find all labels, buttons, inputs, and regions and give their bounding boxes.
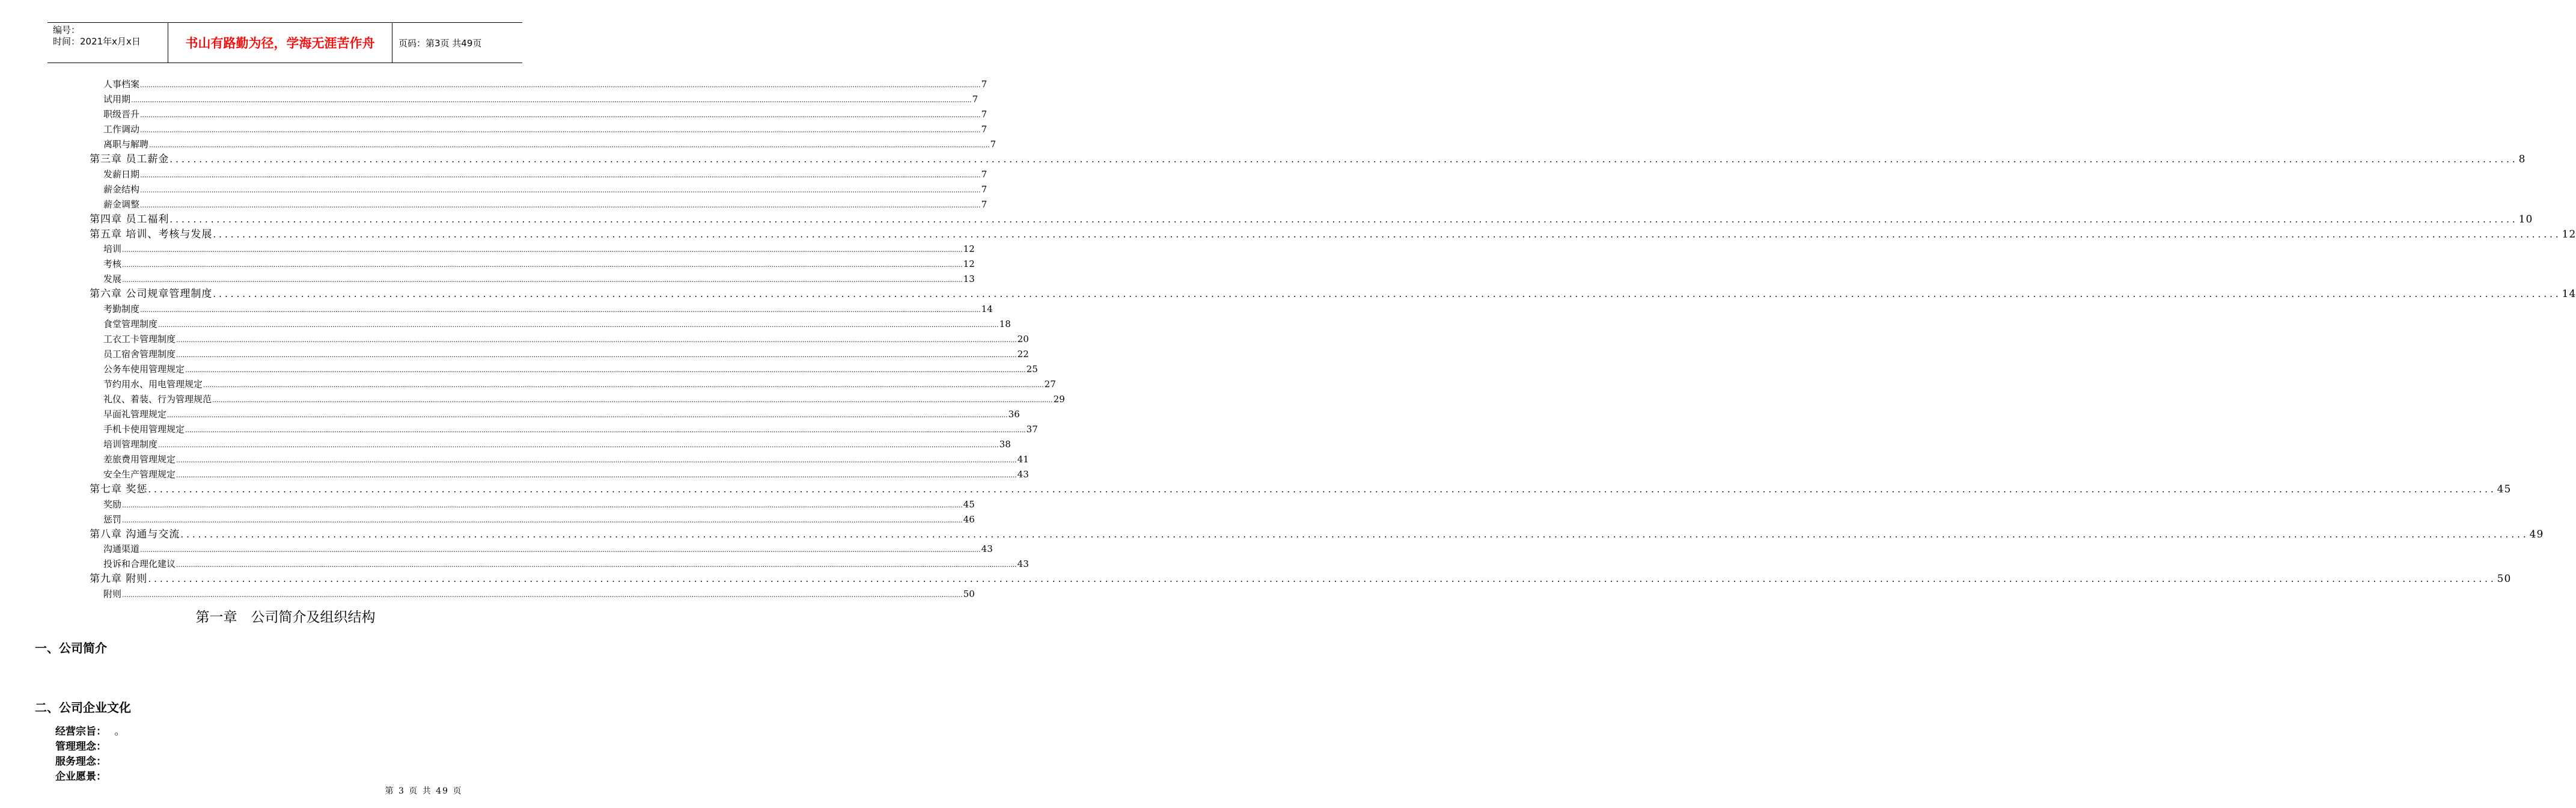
toc-dot-leader: ................................................................................................................................................................................................................................................................................................................................................................................................................ <box>203 381 1044 389</box>
toc-dot-leader: ................................................................................................................................................................................................................................................................................................................................................................................................................ <box>122 516 963 524</box>
toc-chapter-entry[interactable] <box>90 227 2576 242</box>
toc-entry-title: 食堂管理制度 <box>103 319 158 330</box>
toc-entry-page: 7 <box>990 138 997 150</box>
toc-entry-title: 第九章 附则 <box>90 573 148 586</box>
toc-entry-title: 礼仪、着装、行为管理规范 <box>103 393 212 405</box>
toc-entry-page: 12 <box>963 243 975 255</box>
toc-dot-leader: ................................................................................................................................................................................................................................................................................................................................................................................................................ <box>176 351 1017 360</box>
toc-entry[interactable] <box>103 362 1038 377</box>
toc-entry-page: 14 <box>981 304 993 315</box>
toc-entry[interactable] <box>103 422 1038 437</box>
toc-dot-leader: ................................................................................................................................................................................................................................................................................................................................................................................................................ <box>180 528 2529 540</box>
toc-entry-title: 工衣工卡管理制度 <box>103 334 176 345</box>
toc-entry[interactable] <box>103 587 975 602</box>
section-title-company-profile: 一、公司简介 <box>35 641 107 655</box>
toc-dot-leader: ................................................................................................................................................................................................................................................................................................................................................................................................................ <box>140 111 981 119</box>
toc-entry[interactable] <box>103 137 997 152</box>
field-label: 企业愿景： <box>55 771 106 783</box>
toc-entry[interactable] <box>103 332 1029 347</box>
page-header <box>47 22 522 63</box>
toc-entry-page: 7 <box>972 93 978 105</box>
field-corporate-vision <box>55 768 120 783</box>
toc-entry[interactable] <box>103 512 975 527</box>
toc-entry-title: 奖励 <box>103 498 122 510</box>
toc-entry-title: 投诉和合理化建议 <box>103 559 176 570</box>
toc-entry-page: 12 <box>2562 228 2576 240</box>
field-label: 管理理念： <box>55 741 106 753</box>
toc-entry[interactable] <box>103 77 987 92</box>
toc-dot-leader: ................................................................................................................................................................................................................................................................................................................................................................................................................ <box>122 276 963 284</box>
toc-dot-leader: ................................................................................................................................................................................................................................................................................................................................................................................................................ <box>122 246 963 254</box>
toc-entry-title: 第八章 沟通与交流 <box>90 528 180 540</box>
toc-dot-leader: ................................................................................................................................................................................................................................................................................................................................................................................................................ <box>122 591 963 599</box>
toc-entry-page: 10 <box>2518 213 2533 225</box>
toc-entry-page: 7 <box>981 168 987 180</box>
toc-entry[interactable] <box>103 467 1029 482</box>
toc-entry-title: 沟通渠道 <box>103 543 140 555</box>
toc-entry-page: 8 <box>2518 153 2526 165</box>
toc-entry-page: 7 <box>981 79 987 90</box>
toc-entry[interactable] <box>103 542 993 557</box>
toc-entry[interactable] <box>103 182 987 197</box>
toc-entry-page: 43 <box>1017 468 1029 480</box>
toc-dot-leader: ................................................................................................................................................................................................................................................................................................................................................................................................................ <box>140 126 981 134</box>
toc-dot-leader: ................................................................................................................................................................................................................................................................................................................................................................................................................ <box>176 471 1017 479</box>
toc-entry[interactable] <box>103 377 1056 392</box>
toc-entry-page: 14 <box>2562 288 2576 301</box>
toc-dot-leader: ................................................................................................................................................................................................................................................................................................................................................................................................................ <box>140 81 981 89</box>
section-title-corporate-culture: 二、公司企业文化 <box>35 700 131 715</box>
toc-entry-title: 人事档案 <box>103 79 140 90</box>
toc-entry-title: 考勤制度 <box>103 304 140 315</box>
toc-entry-page: 22 <box>1017 349 1029 360</box>
toc-chapter-entry[interactable] <box>90 572 2512 587</box>
toc-entry-page: 20 <box>1017 334 1029 345</box>
toc-entry-page: 49 <box>2529 528 2544 540</box>
toc-entry-title: 培训 <box>103 243 122 255</box>
header-motto: 书山有路勤为径，学海无涯苦作舟 <box>168 23 392 63</box>
document-time-label: 时间：2021年x月x日 <box>53 36 141 47</box>
toc-dot-leader: ................................................................................................................................................................................................................................................................................................................................................................................................................ <box>185 426 1026 434</box>
toc-entry-title: 手机卡使用管理规定 <box>103 423 185 435</box>
toc-dot-leader: ................................................................................................................................................................................................................................................................................................................................................................................................................ <box>148 483 2497 495</box>
toc-dot-leader: ................................................................................................................................................................................................................................................................................................................................................................................................................ <box>140 186 981 194</box>
toc-dot-leader: ................................................................................................................................................................................................................................................................................................................................................................................................................ <box>140 201 981 209</box>
toc-dot-leader: ................................................................................................................................................................................................................................................................................................................................................................................................................ <box>140 546 981 554</box>
toc-dot-leader: ................................................................................................................................................................................................................................................................................................................................................................................................................ <box>176 456 1017 464</box>
toc-entry-title: 薪金调整 <box>103 198 140 210</box>
toc-entry-title: 早面礼管理规定 <box>103 408 167 420</box>
header-meta <box>47 23 168 63</box>
toc-entry-title: 薪金结构 <box>103 183 140 195</box>
toc-chapter-entry[interactable] <box>90 482 2512 497</box>
toc-entry-title: 第五章 培训、考核与发展 <box>90 228 213 240</box>
toc-dot-leader: ................................................................................................................................................................................................................................................................................................................................................................................................................ <box>169 213 2518 225</box>
toc-entry[interactable] <box>103 497 975 512</box>
toc-entry-title: 第三章 员工薪金 <box>90 153 169 165</box>
toc-entry-page: 7 <box>981 183 987 195</box>
toc-entry-page: 7 <box>981 123 987 135</box>
field-management-philosophy <box>55 738 120 753</box>
toc-entry-page: 41 <box>1017 453 1029 465</box>
toc-entry-title: 离职与解聘 <box>103 138 149 150</box>
toc-entry-title: 考核 <box>103 259 122 270</box>
toc-dot-leader: ................................................................................................................................................................................................................................................................................................................................................................................................................ <box>140 306 981 314</box>
field-label: 经营宗旨： <box>55 726 102 738</box>
page-footer: 第 3 页 共 49 页 <box>385 786 463 796</box>
toc-entry[interactable] <box>103 122 987 137</box>
toc-entry-page: 12 <box>963 259 975 270</box>
toc-dot-leader: ................................................................................................................................................................................................................................................................................................................................................................................................................ <box>149 141 990 149</box>
toc-entry[interactable] <box>103 557 1029 572</box>
toc-entry[interactable] <box>103 92 978 107</box>
toc-chapter-entry[interactable] <box>90 212 2533 227</box>
toc-entry-title: 安全生产管理规定 <box>103 468 176 480</box>
toc-entry[interactable] <box>103 317 1011 332</box>
field-service-philosophy <box>55 753 120 768</box>
toc-entry-page: 13 <box>963 274 975 285</box>
toc-entry-title: 工作调动 <box>103 123 140 135</box>
toc-entry[interactable] <box>103 242 975 257</box>
toc-dot-leader: ................................................................................................................................................................................................................................................................................................................................................................................................................ <box>131 96 972 104</box>
toc-chapter-entry[interactable] <box>90 287 2576 302</box>
toc-dot-leader: ................................................................................................................................................................................................................................................................................................................................................................................................................ <box>176 561 1017 569</box>
header-page-info: 页码：第3页 共49页 <box>398 37 482 49</box>
toc-entry[interactable] <box>103 107 987 122</box>
toc-dot-leader: ................................................................................................................................................................................................................................................................................................................................................................................................................ <box>176 336 1017 344</box>
toc-dot-leader: ................................................................................................................................................................................................................................................................................................................................................................................................................ <box>122 261 963 269</box>
toc-entry-title: 第四章 员工福利 <box>90 213 169 225</box>
toc-entry[interactable] <box>103 272 975 287</box>
toc-entry-title: 员工宿舍管理制度 <box>103 349 176 360</box>
toc-dot-leader: ................................................................................................................................................................................................................................................................................................................................................................................................................ <box>185 366 1026 375</box>
toc-chapter-entry[interactable] <box>90 152 2526 167</box>
toc-dot-leader: ................................................................................................................................................................................................................................................................................................................................................................................................................ <box>213 228 2562 240</box>
toc-entry[interactable] <box>103 452 1029 467</box>
toc-entry-page: 7 <box>981 198 987 210</box>
toc-entry-title: 差旅费用管理规定 <box>103 453 176 465</box>
toc-entry-page: 43 <box>981 543 993 555</box>
toc-dot-leader: ................................................................................................................................................................................................................................................................................................................................................................................................................ <box>169 153 2518 165</box>
toc-entry[interactable] <box>103 167 987 182</box>
toc-entry-page: 50 <box>2497 573 2512 586</box>
toc-entry-page: 18 <box>999 319 1011 330</box>
toc-entry-page: 50 <box>963 589 975 600</box>
toc-entry-title: 发展 <box>103 274 122 285</box>
toc-entry[interactable] <box>103 437 1011 452</box>
toc-dot-leader: ................................................................................................................................................................................................................................................................................................................................................................................................................ <box>122 501 963 509</box>
chapter-title: 第一章 公司简介及组织结构 <box>195 610 376 625</box>
toc-entry-page: 36 <box>1008 408 1020 420</box>
toc-dot-leader: ................................................................................................................................................................................................................................................................................................................................................................................................................ <box>167 411 1008 419</box>
toc-entry[interactable] <box>103 392 1065 407</box>
toc-entry-page: 45 <box>963 498 975 510</box>
toc-entry[interactable] <box>103 302 993 317</box>
toc-entry[interactable] <box>103 347 1029 362</box>
document-number-label: 编号： <box>53 25 81 35</box>
toc-dot-leader: ................................................................................................................................................................................................................................................................................................................................................................................................................ <box>148 574 2497 585</box>
field-value: 。 <box>114 726 125 738</box>
toc-entry-page: 7 <box>981 108 987 120</box>
toc-dot-leader: ................................................................................................................................................................................................................................................................................................................................................................................................................ <box>140 171 981 179</box>
toc-entry-page: 29 <box>1053 393 1065 405</box>
toc-chapter-entry[interactable] <box>90 527 2544 542</box>
field-business-purpose <box>55 723 125 738</box>
toc-entry-page: 46 <box>963 513 975 525</box>
toc-entry-title: 第七章 奖惩 <box>90 483 148 495</box>
toc-entry-title: 试用期 <box>103 93 131 105</box>
toc-dot-leader: ................................................................................................................................................................................................................................................................................................................................................................................................................ <box>212 396 1053 404</box>
toc-entry-title: 职级晋升 <box>103 108 140 120</box>
toc-entry-title: 惩罚 <box>103 513 122 525</box>
toc-entry-page: 25 <box>1026 364 1038 375</box>
toc-entry-title: 培训管理制度 <box>103 438 158 450</box>
toc-entry-page: 37 <box>1026 423 1038 435</box>
toc-entry[interactable] <box>103 257 975 272</box>
toc-entry-page: 45 <box>2497 483 2512 495</box>
toc-dot-leader: ................................................................................................................................................................................................................................................................................................................................................................................................................ <box>213 289 2562 300</box>
toc-entry-title: 节约用水、用电管理规定 <box>103 379 203 390</box>
toc-entry-page: 27 <box>1044 379 1056 390</box>
toc-dot-leader: ................................................................................................................................................................................................................................................................................................................................................................................................................ <box>158 321 999 329</box>
toc-entry-title: 第六章 公司规章管理制度 <box>90 288 213 301</box>
toc-entry[interactable] <box>103 197 987 212</box>
toc-entry-page: 38 <box>999 438 1011 450</box>
toc-dot-leader: ................................................................................................................................................................................................................................................................................................................................................................................................................ <box>158 441 999 449</box>
toc-entry-title: 公务车使用管理规定 <box>103 364 185 375</box>
field-label: 服务理念： <box>55 756 106 768</box>
toc-entry-title: 发薪日期 <box>103 168 140 180</box>
toc-entry-page: 43 <box>1017 559 1029 570</box>
toc-entry[interactable] <box>103 407 1020 422</box>
toc-entry-title: 附则 <box>103 589 122 600</box>
